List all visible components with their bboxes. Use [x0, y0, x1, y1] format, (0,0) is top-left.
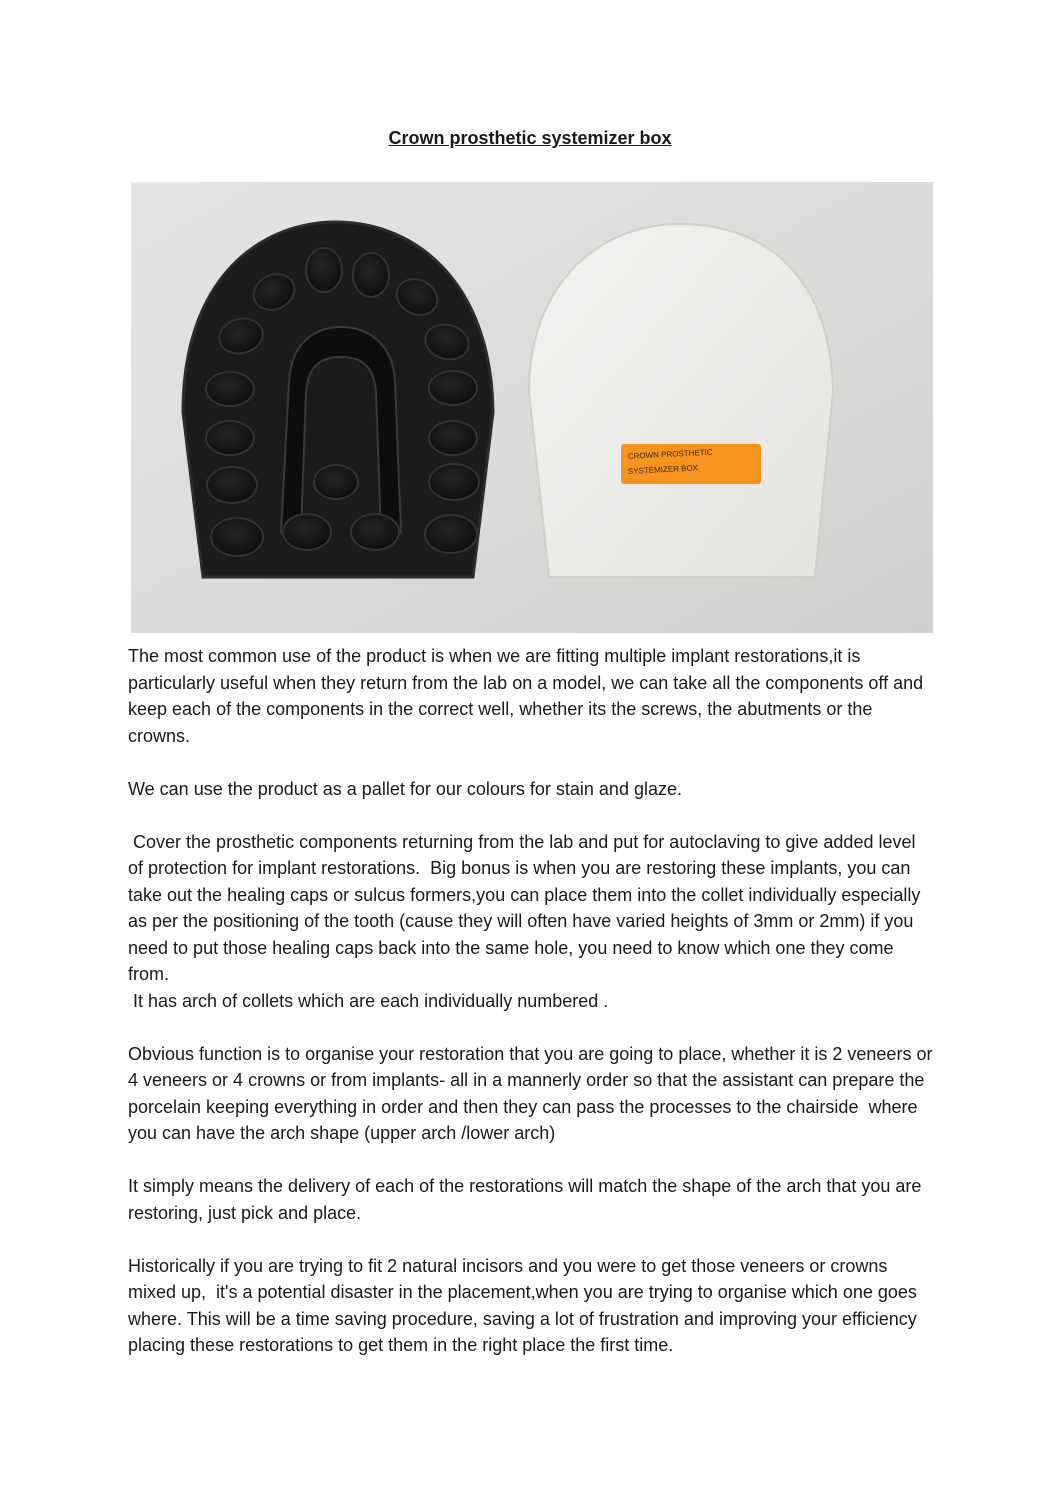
- label-text-line1: CROWN PROSTHETIC: [627, 447, 713, 461]
- paragraph: Historically if you are trying to fit 2 natural incisors and you were to get those veneers or crowns mixed up, it's a potential disaster in the placement,when you are trying to organise which one goes where. This will be a time saving procedure, saving a lot of frustration and improving your efficiency placing these restorations to get them in the right place the first time.: [128, 1255, 922, 1355]
- body-text: [128, 643, 938, 1359]
- paragraph: It has arch of collets which are each individually numbered .: [128, 990, 609, 1011]
- orange-label: [621, 444, 761, 484]
- paragraph: We can use the product as a pallet for our colours for stain and glaze.: [128, 778, 682, 799]
- paragraph: It simply means the delivery of each of the restorations will match the shape of the arch that you are restoring, just pick and place.: [128, 1176, 927, 1223]
- label-text-line2: SYSTEMIZER BOX: [627, 463, 699, 476]
- product-photo: [131, 182, 933, 633]
- paragraph: The most common use of the product is when we are fitting multiple implant restorations,it is particularly useful when they return from the lab on a model, we can take all the components off and keep each of the components in the correct well, whether its the screws, the abutments or the crowns.: [128, 646, 929, 746]
- paragraph: Cover the prosthetic components returning from the lab and put for autoclaving to give added level of protection for implant restorations. Big bonus is when you are restoring these implants, you can take out the healing caps or sulcus formers,you can place them into the collet individually especially as per the positioning of the tooth (cause they will often have varied heights of 3mm or 2mm) if you need to put those healing caps back into the same hole, you need to know which one they come from.: [128, 831, 926, 984]
- white-lid: [529, 224, 833, 577]
- paragraph: Obvious function is to organise your restoration that you are going to place, whether it is 2 veneers or 4 veneers or 4 crowns or from implants- all in a mannerly order so that the assistant can prepare the porcelain keeping everything in order and then they can pass the processes to the chairside where you can have the arch shape (upper arch /lower arch): [128, 1043, 938, 1143]
- black-tray: [183, 222, 493, 577]
- page-title: Crown prosthetic systemizer box: [388, 128, 672, 148]
